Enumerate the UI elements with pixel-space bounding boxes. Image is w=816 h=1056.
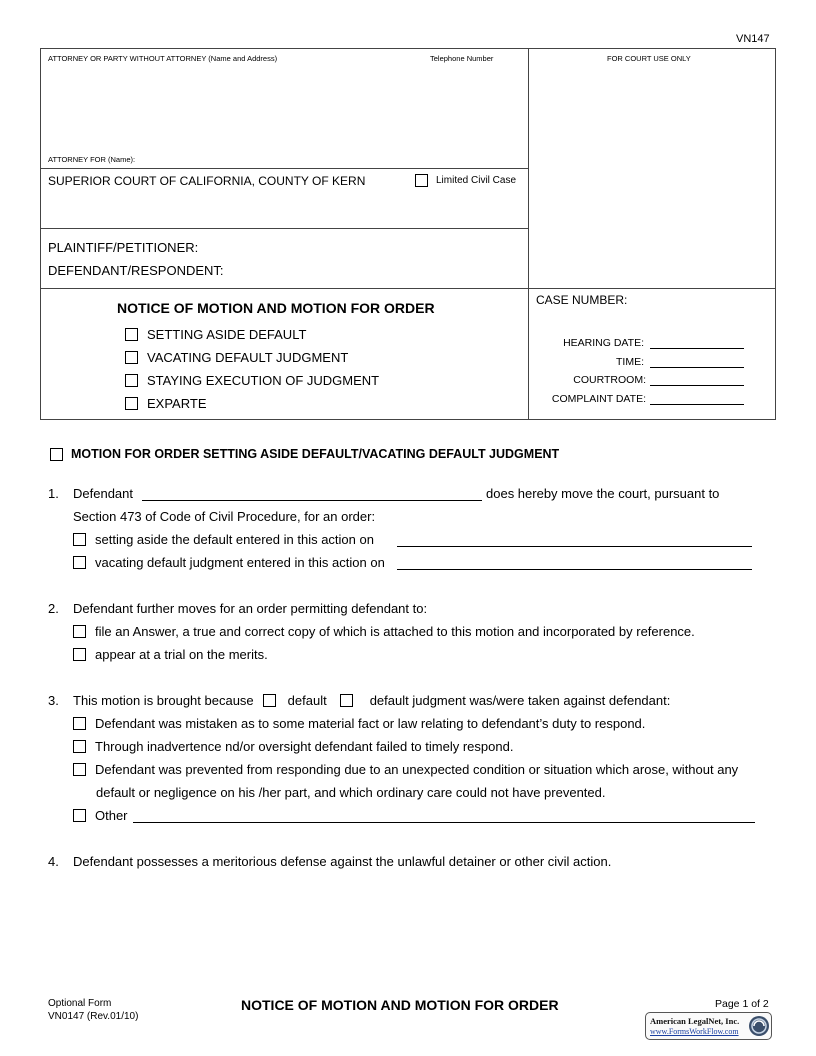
item3-text-a: This motion is brought because [73,693,254,708]
item4-text: Defendant possesses a meritorious defense against the unlawful detainer or other civil action. [73,854,612,869]
item2-number: 2. [48,601,59,616]
logo-website: www.FormsWorkFlow.com [650,1027,739,1036]
time-label: TIME: [616,356,644,368]
page-number: Page 1 of 2 [715,998,769,1010]
item3-text-b: default [287,693,327,708]
telephone-label: Telephone Number [430,54,494,63]
item3-opt4-label: Other [95,808,128,823]
limited-civil-case-checkbox[interactable] [415,174,428,187]
globe-icon [748,1015,770,1037]
vacating-checkbox[interactable] [125,351,138,364]
item3-opt3-checkbox[interactable] [73,763,86,776]
option-label: VACATING DEFAULT JUDGMENT [147,350,349,365]
item2-text: Defendant further moves for an order permitting defendant to: [73,601,428,616]
item3-opt3-label: Defendant was prevented from responding due to an unexpected condition or situation which arose, without any [95,762,739,777]
defendant-name-line[interactable] [142,500,482,501]
item1-option-1 [73,532,374,547]
item3-intro [73,693,670,708]
form-code: VN147 [736,33,770,45]
item2-opt1-label: file an Answer, a true and correct copy of which is attached to this motion and incorporated by reference. [95,624,695,639]
item3-option-1 [73,716,645,731]
item1-option-2 [73,555,385,570]
courtroom-label: COURTROOM: [573,374,646,386]
case-number-label: CASE NUMBER: [536,293,628,307]
item1-move-text: does hereby move the court, pursuant to [486,486,720,501]
option-vacating [125,350,348,365]
limited-civil-case [415,174,516,187]
judgment-date-line[interactable] [397,569,752,570]
rule-parties [40,288,776,289]
court-name: SUPERIOR COURT OF CALIFORNIA, COUNTY OF KERN [48,174,366,188]
option-label: EXPARTE [147,396,207,411]
item1-section-text: Section 473 of Code of Civil Procedure, for an order: [73,509,376,524]
item2-option-1 [73,624,695,639]
item3-opt1-checkbox[interactable] [73,717,86,730]
logo-company: American LegalNet, Inc. [650,1016,740,1026]
item1-opt2-label: vacating default judgment entered in this action on [95,555,385,570]
section-checkbox[interactable] [50,448,63,461]
item1-defendant: Defendant [73,486,133,501]
form-revision: VN0147 (Rev.01/10) [48,1011,139,1022]
section-heading-row [50,447,559,461]
item4-number: 4. [48,854,59,869]
option-staying [125,373,379,388]
item3-opt2-checkbox[interactable] [73,740,86,753]
courtroom-line[interactable] [650,385,744,386]
hearing-date-line[interactable] [650,348,744,349]
staying-checkbox[interactable] [125,374,138,387]
item3-option-4 [73,808,128,823]
item2-option-2 [73,647,268,662]
rule-court [40,228,528,229]
item3-option-2 [73,739,513,754]
item2-opt2-label: appear at a trial on the merits. [95,647,268,662]
limited-civil-case-label: Limited Civil Case [436,175,517,186]
plaintiff-label: PLAINTIFF/PETITIONER: [48,240,199,255]
complaint-date-label: COMPLAINT DATE: [551,393,646,405]
default-date-line[interactable] [397,546,752,547]
item1-number: 1. [48,486,59,501]
option-setting-aside [125,327,306,342]
section-heading: MOTION FOR ORDER SETTING ASIDE DEFAULT/VACATING DEFAULT JUDGMENT [71,447,560,461]
time-line[interactable] [650,367,744,368]
complaint-date-line[interactable] [650,404,744,405]
option-label: STAYING EXECUTION OF JUDGMENT [147,373,380,388]
item1-opt1-label: setting aside the default entered in this action on [95,532,374,547]
exparte-checkbox[interactable] [125,397,138,410]
attorney-label: ATTORNEY OR PARTY WITHOUT ATTORNEY (Name and Address) [48,54,278,63]
item3-opt4-checkbox[interactable] [73,809,86,822]
hearing-date-label: HEARING DATE: [563,337,644,349]
attorney-for-label: ATTORNEY FOR (Name): [48,155,136,164]
optional-form-label: Optional Form [48,998,112,1009]
setting-aside-checkbox[interactable] [125,328,138,341]
item3-text-c: default judgment was/were taken against defendant: [369,693,671,708]
option-exparte [125,396,206,411]
item3-opt1-label: Defendant was mistaken as to some material fact or law relating to defendant’s duty to respond. [95,716,646,731]
item1-opt2-checkbox[interactable] [73,556,86,569]
court-use-label: FOR COURT USE ONLY [607,54,691,63]
other-line[interactable] [133,822,755,823]
option-label: SETTING ASIDE DEFAULT [147,327,307,342]
notice-title: NOTICE OF MOTION AND MOTION FOR ORDER [117,300,435,316]
default-judgment-checkbox[interactable] [340,694,353,707]
item2-opt2-checkbox[interactable] [73,648,86,661]
item3-option-3 [73,762,738,777]
caption-divider [528,48,529,420]
american-legalnet-logo[interactable] [645,1012,772,1040]
item3-number: 3. [48,693,59,708]
item3-opt3-continued: default or negligence on his /her part, and which ordinary care could not have prevented. [96,785,606,800]
item2-opt1-checkbox[interactable] [73,625,86,638]
item3-opt2-label: Through inadvertence nd/or oversight defendant failed to timely respond. [95,739,514,754]
default-checkbox[interactable] [263,694,276,707]
item1-opt1-checkbox[interactable] [73,533,86,546]
footer-title: NOTICE OF MOTION AND MOTION FOR ORDER [241,997,559,1013]
defendant-label: DEFENDANT/RESPONDENT: [48,263,224,278]
rule-attorney [40,168,528,169]
